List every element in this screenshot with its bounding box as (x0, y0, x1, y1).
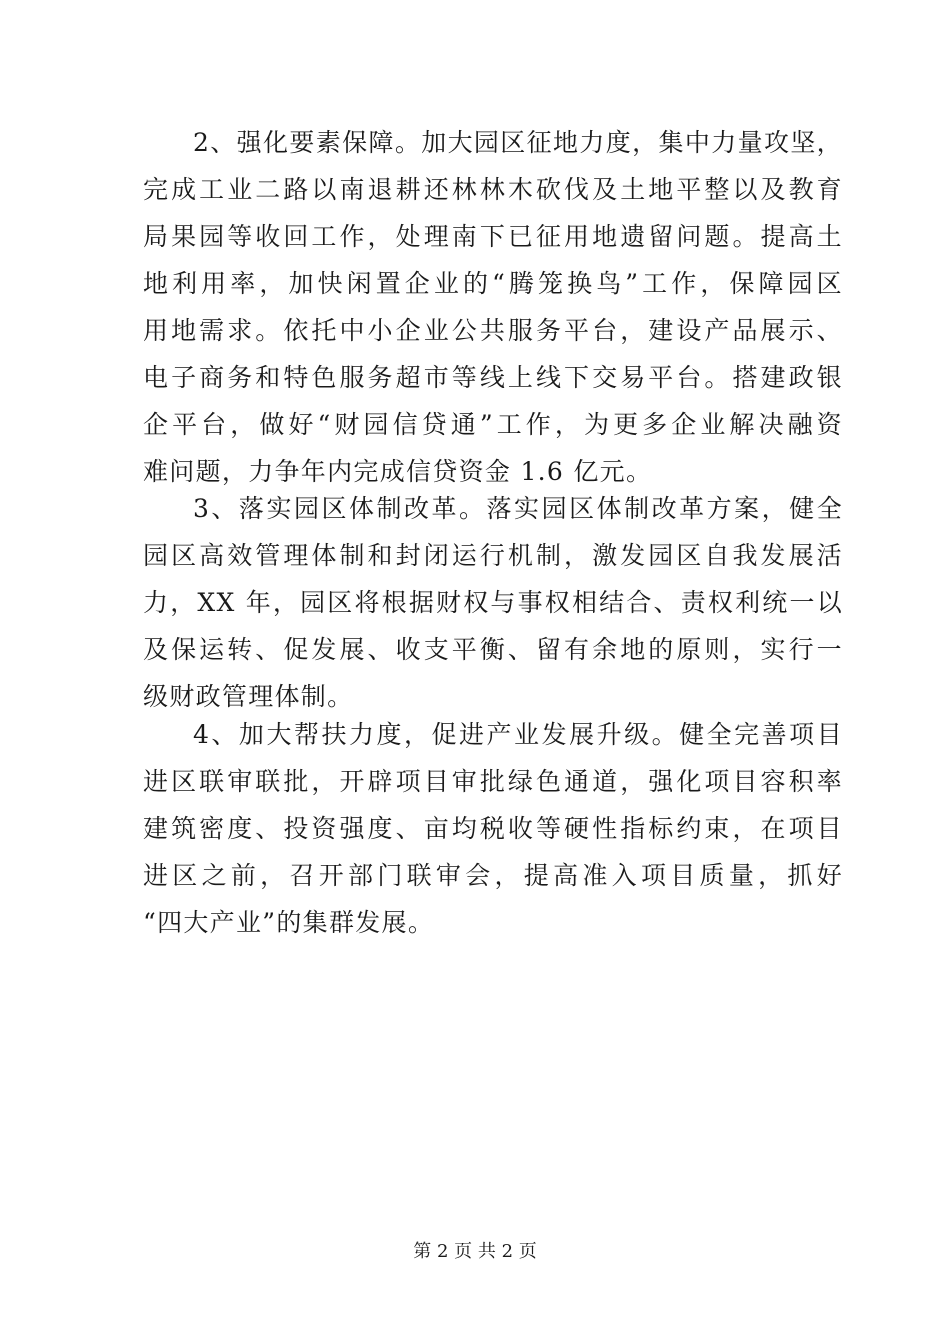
paragraph-1-line-2: 完成工业二路以南退耕还林林木砍伐及土地平整以及教育 (143, 175, 843, 204)
paragraph-2-line-2: 园区高效管理体制和封闭运行机制，激发园区自我发展活 (143, 541, 843, 570)
paragraph-2-line-5: 级财政管理体制。 (143, 682, 354, 711)
paragraph-3-line-3: 建筑密度、投资强度、亩均税收等硬性指标约束，在项目 (143, 814, 843, 843)
paragraph-3-line-5: “四大产业”的集群发展。 (143, 908, 435, 937)
paragraph-1-line-7: 企平台，做好“财园信贷通”工作，为更多企业解决融资 (143, 410, 843, 439)
paragraph-1-line-3: 局果园等收回工作，处理南下已征用地遗留问题。提高土 (143, 222, 843, 251)
paragraph-3-line-4: 进区之前，召开部门联审会，提高准入项目质量，抓好 (143, 861, 843, 890)
paragraph-1-line-5: 用地需求。依托中小企业公共服务平台，建设产品展示、 (143, 316, 843, 345)
paragraph-3-line-2: 进区联审联批，开辟项目审批绿色通道，强化项目容积率 (143, 767, 843, 796)
paragraph-1-line-1: 2、强化要素保障。加大园区征地力度，集中力量攻坚， (193, 128, 843, 157)
paragraph-1-line-6: 电子商务和特色服务超市等线上线下交易平台。搭建政银 (143, 363, 843, 392)
paragraph-2-line-4: 及保运转、促发展、收支平衡、留有余地的原则，实行一 (143, 635, 843, 664)
page-footer: 第 2 页 共 2 页 (413, 1241, 537, 1262)
paragraph-2-line-3: 力，XX 年，园区将根据财权与事权相结合、责权利统一以 (143, 588, 843, 617)
paragraph-3-line-1: 4、加大帮扶力度，促进产业发展升级。健全完善项目 (193, 720, 843, 749)
paragraph-2-line-1: 3、落实园区体制改革。落实园区体制改革方案，健全 (193, 494, 843, 523)
paragraph-1-line-4: 地利用率，加快闲置企业的“腾笼换鸟”工作，保障园区 (143, 269, 843, 298)
paragraph-1-line-8: 难问题，力争年内完成信贷资金 1.6 亿元。 (143, 457, 653, 486)
